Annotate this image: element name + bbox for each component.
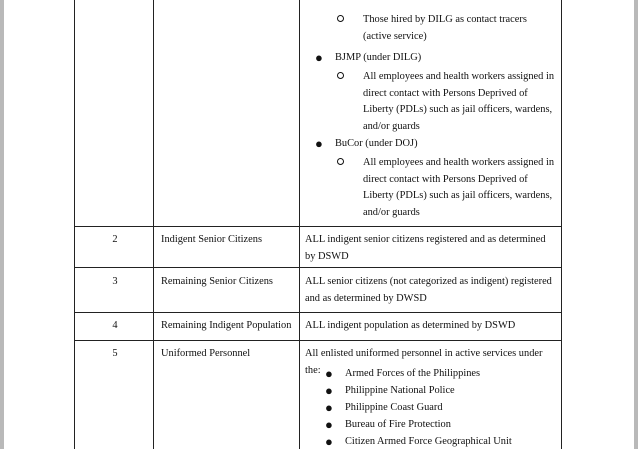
row-number: 4 xyxy=(112,320,118,331)
row-category: Indigent Senior Citizens xyxy=(161,234,263,245)
row-category: Remaining Indigent Population xyxy=(161,320,292,331)
list-item: Philippine National Police xyxy=(345,385,455,396)
list-item: BJMP (under DILG) xyxy=(335,52,422,63)
table-row xyxy=(75,268,561,313)
filled-bullet-icon: ● xyxy=(315,50,323,65)
list-item: Philippine Coast Guard xyxy=(345,402,443,413)
list-item: All employees and health workers assigned in direct contact with Persons Deprived of Liberty (PDLs) such as jail officers, wardens, and/or guards xyxy=(363,157,555,218)
circle-bullet-icon xyxy=(337,158,344,165)
list-item: BuCor (under DOJ) xyxy=(335,138,418,149)
row-number: 5 xyxy=(112,348,118,359)
circle-bullet-icon xyxy=(337,72,344,79)
table-row xyxy=(75,227,561,268)
filled-bullet-icon: ● xyxy=(325,434,333,449)
row-description: All enlisted uniformed personnel in active services under the: xyxy=(305,348,543,376)
filled-bullet-icon: ● xyxy=(325,366,333,381)
filled-bullet-icon: ● xyxy=(325,400,333,415)
row-description: ALL senior citizens (not categorized as indigent) registered and as determined by DWSD xyxy=(305,276,552,304)
list-item: Bureau of Fire Protection xyxy=(345,419,451,430)
table-row xyxy=(75,313,561,341)
row-number: 3 xyxy=(112,276,118,287)
row-category: Uniformed Personnel xyxy=(161,348,251,359)
list-item: Citizen Armed Force Geographical Unit xyxy=(345,436,512,447)
list-item: Those hired by DILG as contact tracers (active service) xyxy=(363,14,527,42)
filled-bullet-icon: ● xyxy=(325,417,333,432)
priority-table xyxy=(74,0,562,449)
row-category: Remaining Senior Citizens xyxy=(161,276,273,287)
row-description: ALL indigent senior citizens registered and as determined by DSWD xyxy=(305,234,546,262)
filled-bullet-icon: ● xyxy=(315,136,323,151)
list-item: Armed Forces of the Philippines xyxy=(345,368,481,379)
table-row xyxy=(75,341,561,449)
document-page xyxy=(4,0,634,449)
row-number: 2 xyxy=(112,234,118,245)
table-row xyxy=(75,0,561,227)
row-description: ALL indigent population as determined by DSWD xyxy=(305,320,516,331)
filled-bullet-icon: ● xyxy=(325,383,333,398)
list-item: All employees and health workers assigned in direct contact with Persons Deprived of Liberty (PDLs) such as jail officers, wardens, and/or guards xyxy=(363,71,555,132)
circle-bullet-icon xyxy=(337,15,344,22)
